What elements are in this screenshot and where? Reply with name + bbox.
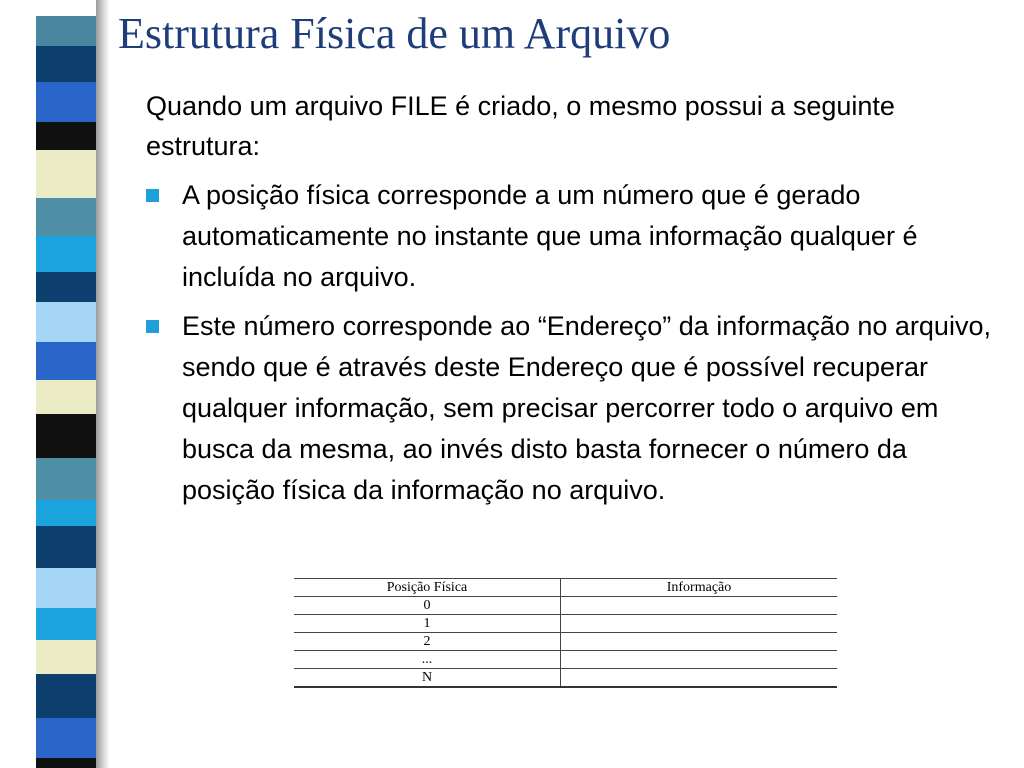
table-row	[294, 597, 837, 615]
cell-information	[561, 651, 838, 669]
decorative-stripe-segment	[36, 568, 96, 608]
bullet-text: A posição física corresponde a um número que é gerado automaticamente no instante que uma informação qualquer é incluída no arquivo.	[182, 180, 918, 292]
table-row	[294, 651, 837, 669]
decorative-stripe-segment	[36, 608, 96, 640]
decorative-stripe-segment	[36, 16, 96, 46]
decorative-stripe-segment	[36, 82, 96, 122]
decorative-stripe-segment	[36, 272, 96, 302]
decorative-stripe-segment	[36, 46, 96, 82]
cell-information	[561, 633, 838, 651]
decorative-stripe-segment	[36, 718, 96, 758]
decorative-stripe-segment	[36, 198, 96, 236]
cell-information	[561, 669, 838, 688]
table-header-row	[294, 579, 837, 597]
header-information: Informação	[561, 579, 838, 597]
square-bullet-icon	[146, 189, 159, 202]
slide-title: Estrutura Física de um Arquivo	[118, 9, 671, 58]
cell-information	[561, 597, 838, 615]
bullet-item	[146, 175, 996, 298]
decorative-stripe-segment	[36, 458, 96, 500]
table-row	[294, 615, 837, 633]
decorative-stripe-segment	[36, 150, 96, 198]
decorative-stripe-segment	[36, 342, 96, 380]
decorative-stripe-segment	[36, 122, 96, 150]
cell-position: N	[294, 669, 561, 688]
cell-position: 1	[294, 615, 561, 633]
stripe-bar-shadow	[96, 0, 110, 768]
bullet-item	[146, 306, 996, 511]
decorative-stripe-segment	[36, 380, 96, 414]
decorative-stripe-segment	[36, 500, 96, 526]
decorative-stripe-segment	[36, 640, 96, 674]
decorative-stripe-segment	[36, 302, 96, 342]
decorative-stripe-segment	[36, 236, 96, 272]
header-position: Posição Física	[294, 579, 561, 597]
file-structure-table	[294, 578, 837, 688]
table-row	[294, 633, 837, 651]
square-bullet-icon	[146, 320, 159, 333]
bullet-text: Este número corresponde ao “Endereço” da informação no arquivo, sendo que é através deste Endereço que é possível recuperar qualquer informação, sem precisar percorrer todo o arquivo em busca da mesma, ao invés disto basta fornecer o número da posição física da informação no arquivo.	[182, 311, 991, 505]
decorative-stripe-segment	[36, 414, 96, 458]
decorative-stripe-segment	[36, 758, 96, 768]
physical-structure-table	[294, 578, 837, 688]
table-row	[294, 669, 837, 688]
cell-position: 2	[294, 633, 561, 651]
cell-position: 0	[294, 597, 561, 615]
bullet-list	[146, 175, 996, 511]
intro-paragraph: Quando um arquivo FILE é criado, o mesmo possui a seguinte estrutura:	[146, 91, 895, 161]
cell-information	[561, 615, 838, 633]
decorative-stripe-segment	[36, 526, 96, 568]
cell-position: ...	[294, 651, 561, 669]
decorative-stripe-segment	[36, 674, 96, 718]
